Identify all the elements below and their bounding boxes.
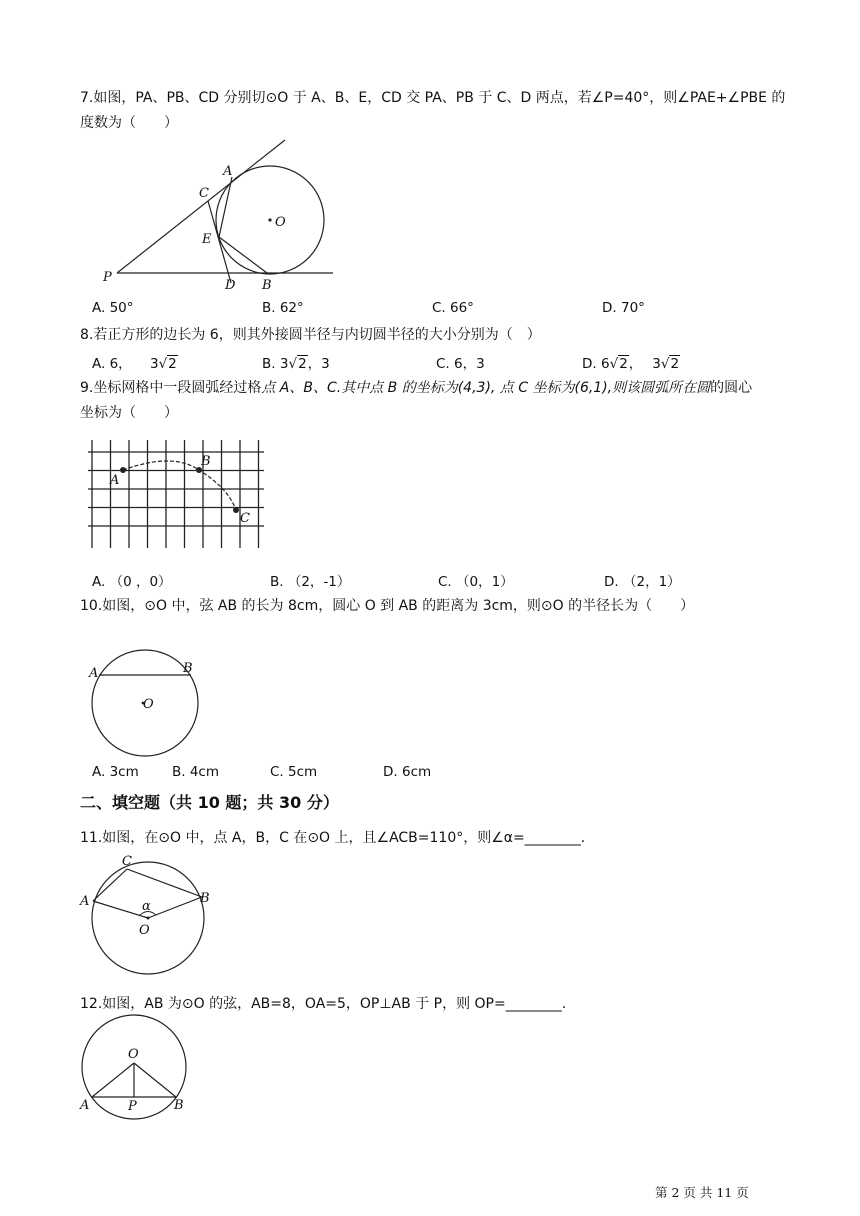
q8-option-c: C. 6，3 [436, 356, 485, 372]
q9-option-c: C. （0，1） [438, 574, 514, 590]
q12-label-b: B [174, 1098, 184, 1113]
q7-label-c: C [199, 186, 209, 201]
q7-option-c: C. 66° [432, 300, 474, 316]
q7-label-e: E [202, 232, 212, 247]
q10-option-b: B. 4cm [172, 764, 220, 780]
q8-option-a [92, 352, 178, 372]
q7-label-a: A [223, 164, 233, 179]
sqrt-icon: √2 [609, 356, 628, 372]
q8-d-radicand2: 2 [670, 356, 680, 372]
q11-label-a: A [80, 894, 90, 909]
q9-label-b: B [201, 454, 211, 469]
q8-d-coef: 6 [600, 356, 610, 372]
q9-part3: 的圆心 [710, 380, 753, 396]
q8-b-suffix: ，3 [307, 356, 330, 372]
q9-text-line1 [80, 378, 752, 398]
q7-text-line1: 7.如图，PA、PB、CD 分别切⊙O 于 A、B、E，CD 交 PA、PB 于 C、D 两点，若∠P=40°，则∠PAE+∠PBE 的 [80, 90, 786, 106]
q12-label-o: O [128, 1047, 139, 1062]
sqrt-icon: √2 [288, 356, 307, 372]
q8-b-prefix: B. [262, 356, 280, 372]
q8-a-radicand: 2 [168, 356, 177, 372]
q9-option-d: D. （2，1） [604, 574, 681, 590]
sqrt-icon: √2 [660, 356, 680, 372]
q8-d-coef2: 3 [652, 356, 661, 372]
q7-label-p: P [103, 270, 112, 285]
q9-option-a: A. （0 ，0） [92, 574, 172, 590]
q10-option-c: C. 5cm [270, 764, 318, 780]
q7-label-d: D [225, 278, 236, 293]
q7-option-a: A. 50° [92, 300, 134, 316]
q11-label-c: C [122, 854, 132, 869]
q8-d-radicand: 2 [619, 356, 628, 372]
q11-label-o: O [139, 923, 150, 938]
q10-label-a: A [89, 666, 99, 681]
q9-grid-figure [88, 440, 268, 552]
sqrt-icon: √2 [158, 356, 177, 372]
page-footer: 第 2 页 共 11 页 [655, 1185, 749, 1200]
q12-label-a: A [80, 1098, 90, 1113]
q8-option-d [582, 352, 680, 372]
q7-label-o: O [275, 215, 286, 230]
q11-label-b: B [200, 891, 210, 906]
q11-text: 11.如图，在⊙O 中，点 A，B，C 在⊙O 上，且∠ACB=110°，则∠α=________. [80, 830, 586, 846]
q10-option-a: A. 3cm [92, 764, 139, 780]
q9-option-b: B. （2，-1） [270, 574, 351, 590]
q8-a-prefix: A. 6， [92, 356, 132, 372]
q8-d-mid: ， [628, 356, 643, 372]
q10-text: 10.如图，⊙O 中，弦 AB 的长为 8cm，圆心 O 到 AB 的距离为 3cm，则⊙O 的半径长为（ ） [80, 598, 695, 614]
q9-part1: 9.坐标网格中一段圆弧经过格 [80, 380, 262, 396]
q8-option-b [262, 352, 330, 372]
q10-label-b: B [183, 661, 193, 676]
q7-text-line2: 度数为（ ） [80, 115, 178, 131]
q11-label-alpha: α [142, 899, 151, 914]
q10-chord-figure [85, 650, 215, 760]
q8-b-radicand: 2 [298, 356, 307, 372]
q8-d-prefix: D. [582, 356, 601, 372]
q10-label-o: O [143, 697, 154, 712]
q11-inscribed-angle-figure [80, 852, 220, 978]
q9-part2: 点 A、B、C.其中点 B 的坐标为(4,3), 点 C 坐标为(6,1),则该圆弧所在圆 [261, 380, 711, 396]
q7-tangent-figure [95, 135, 345, 295]
q10-option-d: D. 6cm [383, 764, 432, 780]
section-heading: 二、填空题（共 10 题；共 30 分） [80, 793, 339, 812]
q12-text: 12.如图，AB 为⊙O 的弦，AB=8，OA=5，OP⊥AB 于 P，则 OP=________. [80, 996, 567, 1012]
q9-text-line2: 坐标为（ ） [80, 405, 178, 421]
q7-option-d: D. 70° [602, 300, 645, 316]
q12-chord-figure [78, 1018, 198, 1124]
q9-label-a: A [110, 473, 120, 488]
q9-label-c: C [240, 511, 250, 526]
q8-text: 8.若正方形的边长为 6，则其外接圆半径与内切圆半径的大小分别为（ ） [80, 327, 541, 343]
q8-b-coef: 3 [279, 356, 289, 372]
q7-label-b: B [262, 278, 272, 293]
q7-option-b: B. 62° [262, 300, 304, 316]
q8-a-coef: 3 [149, 356, 159, 372]
q12-label-p: P [128, 1099, 137, 1114]
